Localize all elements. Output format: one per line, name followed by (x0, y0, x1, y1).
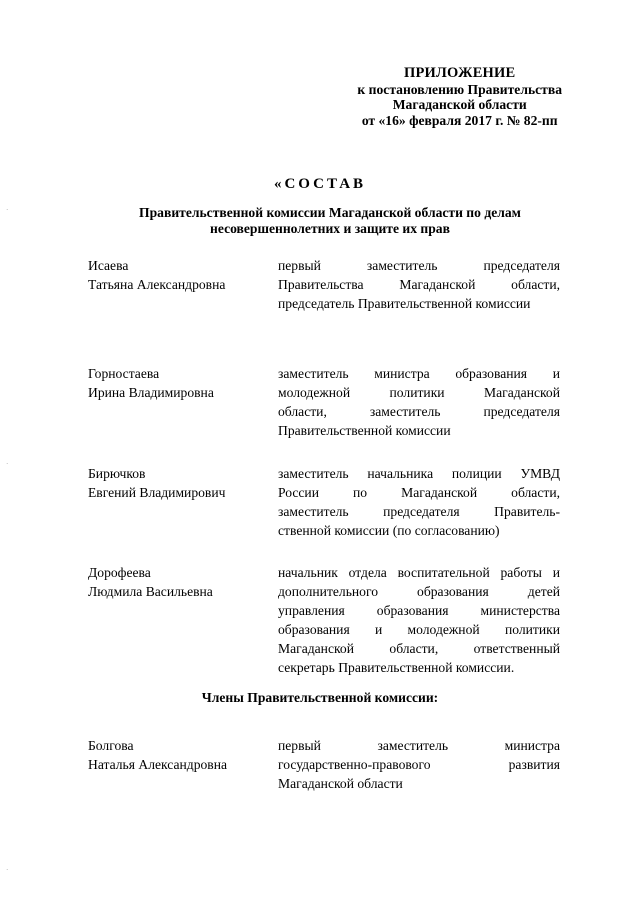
person-position (278, 464, 560, 540)
appendix-heading: ПРИЛОЖЕНИЕ (404, 65, 516, 81)
appendix-block (357, 66, 562, 128)
position-line: Правительства Магаданской области, (278, 277, 560, 292)
position-line: ственной комиссии (по согласованию) (278, 523, 500, 538)
position-line: Магаданской области (278, 776, 403, 791)
position-line: секретарь Правительственной комиссии. (278, 660, 515, 675)
position-line: управления образования министерства (278, 603, 560, 618)
position-line: государственно-правового развития (278, 757, 560, 772)
given-names: Ирина Владимировна (88, 385, 214, 400)
members-heading: Члены Правительственной комиссии: (201, 690, 439, 705)
appendix-line-3: от «16» февраля 2017 г. № 82-пп (361, 112, 558, 128)
subtitle-line-2: несовершеннолетних и защите их прав (210, 221, 450, 236)
person-position (278, 256, 560, 313)
position-line: заместитель начальника полиции УМВД (278, 466, 560, 481)
appendix-line-2: Магаданской области (392, 97, 527, 112)
margin-speck: · (6, 206, 9, 214)
given-names: Татьяна Александровна (88, 277, 226, 292)
person-position (278, 364, 560, 440)
position-line: Магаданской области, ответственный (278, 641, 560, 656)
position-line: первый заместитель министра (278, 738, 560, 753)
person-name (88, 736, 273, 774)
margin-speck: · (6, 460, 9, 468)
position-line: заместитель министра образования и (278, 366, 560, 381)
position-line: образования и молодежной политики (278, 622, 560, 637)
position-line: Правительственной комиссии (278, 423, 451, 438)
document-subtitle (90, 205, 570, 237)
person-position (278, 563, 560, 677)
person-name (88, 464, 273, 502)
position-line: первый заместитель председателя (278, 258, 560, 273)
surname: Бирючков (88, 466, 146, 481)
position-line: начальник отдела воспитательной работы и (278, 565, 560, 580)
surname: Болгова (88, 738, 134, 753)
position-line: области, заместитель председателя (278, 404, 560, 419)
position-line: заместитель председателя Правитель- (278, 504, 560, 519)
surname: Горностаева (88, 366, 160, 381)
position-line: России по Магаданской области, (278, 485, 560, 500)
person-position (278, 736, 560, 793)
document-title: «СОСТАВ (273, 176, 367, 192)
margin-speck: · (6, 866, 9, 874)
position-line: дополнительного образования детей (278, 584, 560, 599)
given-names: Наталья Александровна (88, 757, 228, 772)
surname: Исаева (88, 258, 129, 273)
appendix-line-1: к постановлению Правительства (357, 81, 562, 97)
person-name (88, 364, 273, 402)
position-line: председатель Правительственной комиссии (278, 296, 531, 311)
given-names: Евгений Владимирович (88, 485, 226, 500)
subtitle-line-1: Правительственной комиссии Магаданской области по делам (139, 205, 521, 220)
surname: Дорофеева (88, 565, 151, 580)
person-name (88, 256, 273, 294)
person-name (88, 563, 273, 601)
position-line: молодежной политики Магаданской (278, 385, 560, 400)
given-names: Людмила Васильевна (88, 584, 213, 599)
